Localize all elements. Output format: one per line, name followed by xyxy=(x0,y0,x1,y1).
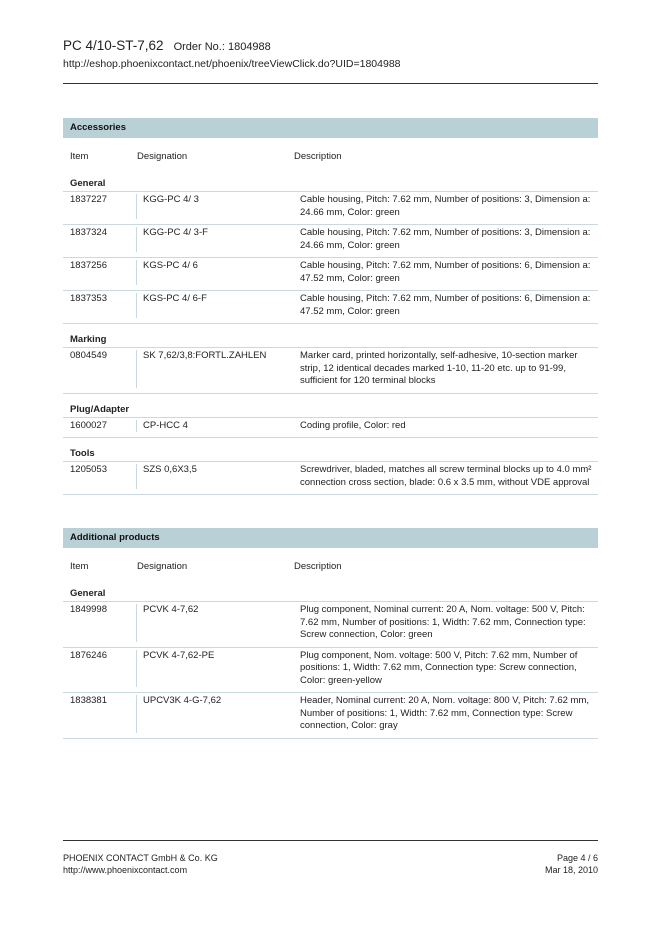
designation: KGG-PC 4/ 3 xyxy=(143,194,199,205)
column-header-designation: Designation xyxy=(137,561,188,572)
additional-products-section xyxy=(63,528,598,739)
designation: KGS-PC 4/ 6 xyxy=(143,260,198,271)
group-heading: Plug/Adapter xyxy=(63,402,598,418)
table-row xyxy=(63,291,598,324)
header-divider xyxy=(63,83,598,84)
column-header-designation: Designation xyxy=(137,151,188,162)
group-heading: Marking xyxy=(63,332,598,348)
group-heading: Tools xyxy=(63,446,598,462)
product-title: PC 4/10-ST-7,62 xyxy=(63,38,164,53)
accessories-section xyxy=(63,118,598,495)
table-row xyxy=(63,192,598,225)
product-url[interactable]: http://eshop.phoenixcontact.net/phoenix/treeViewClick.do?UID=1804988 xyxy=(63,58,401,70)
column-headers xyxy=(63,146,598,168)
group-heading: General xyxy=(63,176,598,192)
designation: UPCV3K 4-G-7,62 xyxy=(143,695,222,706)
item-number: 1876246 xyxy=(63,650,137,688)
table-row xyxy=(63,348,598,394)
description: Plug component, Nom. voltage: 500 V, Pitch: 7.62 mm, Number of positions: 1, Width: 7.62 mm, Connection type: Screw connection, Color: green-yellow xyxy=(300,649,578,686)
description: Cable housing, Pitch: 7.62 mm, Number of positions: 6, Dimension a: 47.52 mm, Color: green xyxy=(300,260,591,284)
designation: KGG-PC 4/ 3-F xyxy=(143,227,208,238)
description: Header, Nominal current: 20 A, Nom. voltage: 800 V, Pitch: 7.62 mm, Number of positions: 1, Width: 7.62 mm, Connection type: Screw connection, Color: gray xyxy=(300,695,590,731)
column-header-description: Description xyxy=(294,151,342,162)
page-header xyxy=(63,38,598,70)
section-title: Additional products xyxy=(63,528,598,548)
description: Screwdriver, bladed, matches all screw terminal blocks up to 4.0 mm² connection cross section, blade: 0.6 x 3.5 mm, without VDE approval xyxy=(300,464,592,488)
item-number: 1837256 xyxy=(63,260,137,285)
designation: PCVK 4-7,62-PE xyxy=(143,649,215,661)
item-number: 0804549 xyxy=(63,350,137,388)
description: Cable housing, Pitch: 7.62 mm, Number of positions: 6, Dimension a: 47.52 mm, Color: green xyxy=(300,293,591,317)
footer-date: Mar 18, 2010 xyxy=(544,865,598,875)
footer-page-number: Page 4 / 6 xyxy=(556,853,598,863)
column-headers xyxy=(63,556,598,578)
order-number: Order No.: 1804988 xyxy=(173,41,271,53)
item-number: 1837353 xyxy=(63,293,137,318)
section-title: Accessories xyxy=(63,118,598,138)
footer-website[interactable]: http://www.phoenixcontact.com xyxy=(63,865,188,875)
description: Plug component, Nominal current: 20 A, Nom. voltage: 500 V, Pitch: 7.62 mm, Number of positions: 1, Width: 7.62 mm, Connection type: Screw connection, Color: green xyxy=(300,604,586,640)
item-number: 1837227 xyxy=(63,194,137,219)
table-row xyxy=(63,225,598,258)
column-header-item: Item xyxy=(70,561,89,572)
table-row xyxy=(63,462,598,495)
title-line xyxy=(63,38,598,55)
table-row xyxy=(63,418,598,439)
table-row xyxy=(63,258,598,291)
group-heading: General xyxy=(63,586,598,602)
description: Marker card, printed horizontally, self-adhesive, 10-section marker strip, 12 identical decades marked 1-10, 11-20 etc. up to 91-99, sufficient for 120 terminal blocks xyxy=(300,350,578,386)
footer-company: PHOENIX CONTACT GmbH & Co. KG xyxy=(63,853,218,863)
item-number: 1205053 xyxy=(63,464,137,489)
designation: PCVK 4-7,62 xyxy=(143,604,199,615)
table-row xyxy=(63,602,598,648)
description: Coding profile, Color: red xyxy=(300,419,406,431)
designation: KGS-PC 4/ 6-F xyxy=(143,293,207,304)
designation: SK 7,62/3,8:FORTL.ZAHLEN xyxy=(143,350,267,361)
item-number: 1600027 xyxy=(63,420,137,433)
table-row xyxy=(63,693,598,739)
description: Cable housing, Pitch: 7.62 mm, Number of positions: 3, Dimension a: 24.66 mm, Color: green xyxy=(300,194,591,218)
item-number: 1849998 xyxy=(63,604,137,642)
column-header-item: Item xyxy=(70,151,89,162)
column-header-description: Description xyxy=(294,561,342,572)
table-row xyxy=(63,648,598,694)
item-number: 1838381 xyxy=(63,695,137,733)
item-number: 1837324 xyxy=(63,227,137,252)
description: Cable housing, Pitch: 7.62 mm, Number of positions: 3, Dimension a: 24.66 mm, Color: green xyxy=(300,227,591,251)
designation: SZS 0,6X3,5 xyxy=(143,464,197,475)
footer-divider xyxy=(63,840,598,841)
designation: CP-HCC 4 xyxy=(143,419,188,431)
